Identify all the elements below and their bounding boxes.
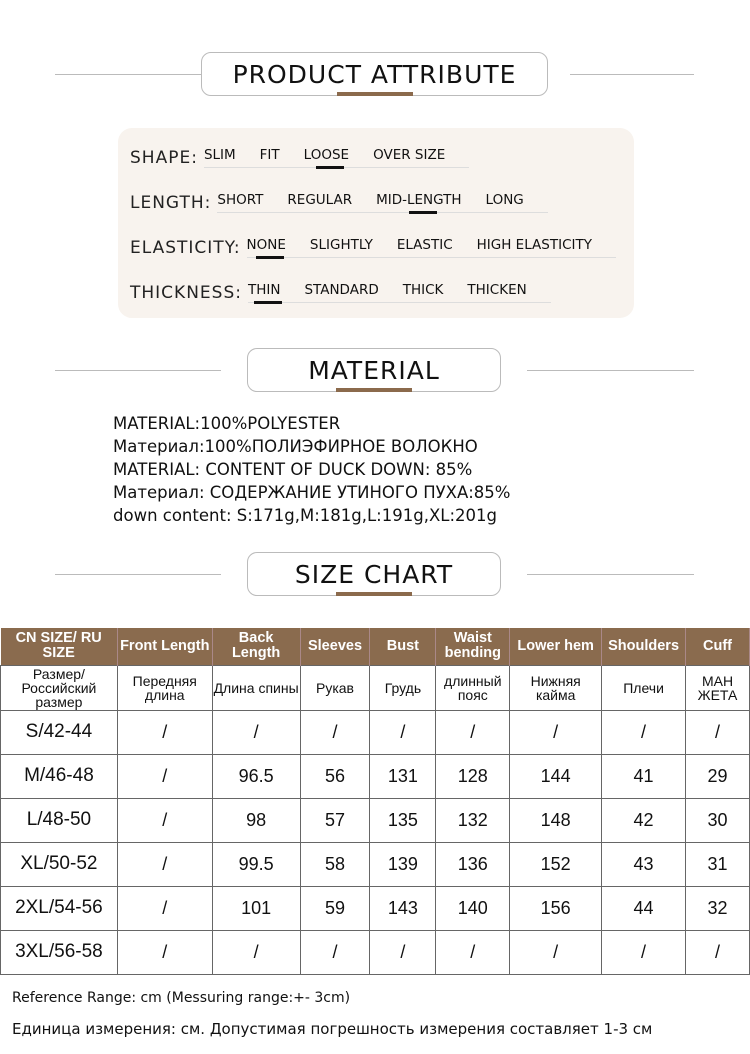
measure-cell: 59 [300,886,370,930]
section-title: MATERIAL [308,355,440,385]
attribute-option: FIT [259,147,280,163]
size-chart-table [0,628,750,975]
attribute-label: ELASTICITY: [130,238,241,258]
measure-cell: 135 [370,798,436,842]
measure-cell: / [602,710,686,754]
size-cell: 2XL/54-56 [1,886,118,930]
material-info [113,412,510,527]
measure-cell: / [212,930,300,974]
material-line: MATERIAL:100%POLYESTER [113,414,341,433]
material-line: Материал:100%ПОЛИЭФИРНОЕ ВОЛОКНО [113,437,478,456]
measure-cell: / [300,930,370,974]
measure-cell: 132 [436,798,510,842]
attribute-option: REGULAR [287,192,353,208]
measure-cell: 136 [436,842,510,886]
measure-cell: 41 [602,754,686,798]
table-row [1,798,750,842]
measure-cell: / [117,710,212,754]
measure-cell: / [300,710,370,754]
attribute-option: SHORT [217,192,264,208]
measure-cell: / [117,798,212,842]
measure-cell: / [436,710,510,754]
measure-cell: 58 [300,842,370,886]
section-title: PRODUCT ATTRIBUTE [232,59,517,89]
material-line: Материал: СОДЕРЖАНИЕ УТИНОГО ПУХА:85% [113,483,511,502]
material-line: down content: S:171g,M:181g,L:191g,XL:201g [113,506,497,525]
measure-cell: / [510,710,602,754]
measure-cell: / [686,710,750,754]
measure-cell: 32 [686,886,750,930]
attribute-option: HIGH ELASTICITY [476,237,592,253]
column-header: Shoulders [602,628,686,665]
column-header: CN SIZE/ RU SIZE [1,628,118,665]
table-row [1,930,750,974]
measure-cell: 98 [212,798,300,842]
size-cell: L/48-50 [1,798,118,842]
measure-cell: 99.5 [212,842,300,886]
attribute-option-selected: MID-LENGTH [376,192,462,208]
column-header: Bust [370,628,436,665]
attribute-option-selected: THIN [247,282,281,298]
attribute-row [130,138,469,168]
measure-cell: / [602,930,686,974]
column-header-ru: Рукав [300,665,370,710]
column-header-ru: Размер/ Российский размер [1,665,118,710]
attribute-option: LONG [485,192,524,208]
measure-cell: 144 [510,754,602,798]
measure-cell: / [212,710,300,754]
section-header-attribute [0,52,750,98]
column-header: Waist bending [436,628,510,665]
measure-cell: 43 [602,842,686,886]
column-header-ru: Передняя длина [117,665,212,710]
measure-cell: 30 [686,798,750,842]
measure-cell: 143 [370,886,436,930]
measure-cell: 139 [370,842,436,886]
attribute-label: SHAPE: [130,148,198,168]
column-header: Lower hem [510,628,602,665]
size-cell: M/46-48 [1,754,118,798]
measure-cell: 140 [436,886,510,930]
attribute-option: ELASTIC [396,237,453,253]
measure-cell: 131 [370,754,436,798]
attribute-row [130,273,551,303]
column-header: Cuff [686,628,750,665]
measure-cell: 156 [510,886,602,930]
column-header-ru: длинный пояс [436,665,510,710]
attribute-option: SLIM [203,147,236,163]
attribute-panel [118,128,634,318]
attribute-option-selected: LOOSE [303,147,350,163]
size-cell: 3XL/56-58 [1,930,118,974]
column-header-ru: Длина спины [212,665,300,710]
measure-cell: / [370,710,436,754]
table-row [1,710,750,754]
attribute-option: OVER SIZE [373,147,446,163]
measure-cell: 29 [686,754,750,798]
section-title: SIZE CHART [294,559,454,589]
size-cell: XL/50-52 [1,842,118,886]
measure-cell: 152 [510,842,602,886]
measure-cell: 44 [602,886,686,930]
attribute-label: LENGTH: [130,193,212,213]
attribute-row [130,228,616,258]
measure-cell: / [686,930,750,974]
size-cell: S/42-44 [1,710,118,754]
attribute-option: SLIGHTLY [309,237,373,253]
measure-cell: / [117,754,212,798]
column-header-ru: Нижняя кайма [510,665,602,710]
attribute-label: THICKNESS: [130,283,242,303]
measure-cell: 148 [510,798,602,842]
measure-cell: 57 [300,798,370,842]
attribute-option: STANDARD [304,282,379,298]
measure-cell: 56 [300,754,370,798]
measure-cell: / [117,842,212,886]
measure-cell: / [117,886,212,930]
reference-note: Reference Range: cm (Messuring range:+- 3cm) [12,990,351,1006]
table-row [1,842,750,886]
reference-note-ru: Единица измерения: см. Допустимая погрешность измерения составляет 1-3 см [12,1020,653,1038]
section-header-material [0,348,750,394]
measure-cell: / [436,930,510,974]
measure-cell: / [370,930,436,974]
column-header: Front Length [117,628,212,665]
measure-cell: 101 [212,886,300,930]
column-header: Back Length [212,628,300,665]
material-line: MATERIAL: CONTENT OF DUCK DOWN: 85% [113,460,473,479]
measure-cell: 96.5 [212,754,300,798]
measure-cell: 31 [686,842,750,886]
column-header-ru: МАН ЖЕТА [686,665,750,710]
table-row [1,754,750,798]
attribute-option-selected: NONE [246,237,286,253]
attribute-option: THICK [402,282,444,298]
measure-cell: / [510,930,602,974]
measure-cell: 42 [602,798,686,842]
attribute-row [130,183,548,213]
table-row [1,886,750,930]
column-header-ru: Плечи [602,665,686,710]
section-header-size [0,552,750,598]
measure-cell: 128 [436,754,510,798]
measure-cell: / [117,930,212,974]
column-header-ru: Грудь [370,665,436,710]
attribute-option: THICKEN [467,282,527,298]
column-header: Sleeves [300,628,370,665]
